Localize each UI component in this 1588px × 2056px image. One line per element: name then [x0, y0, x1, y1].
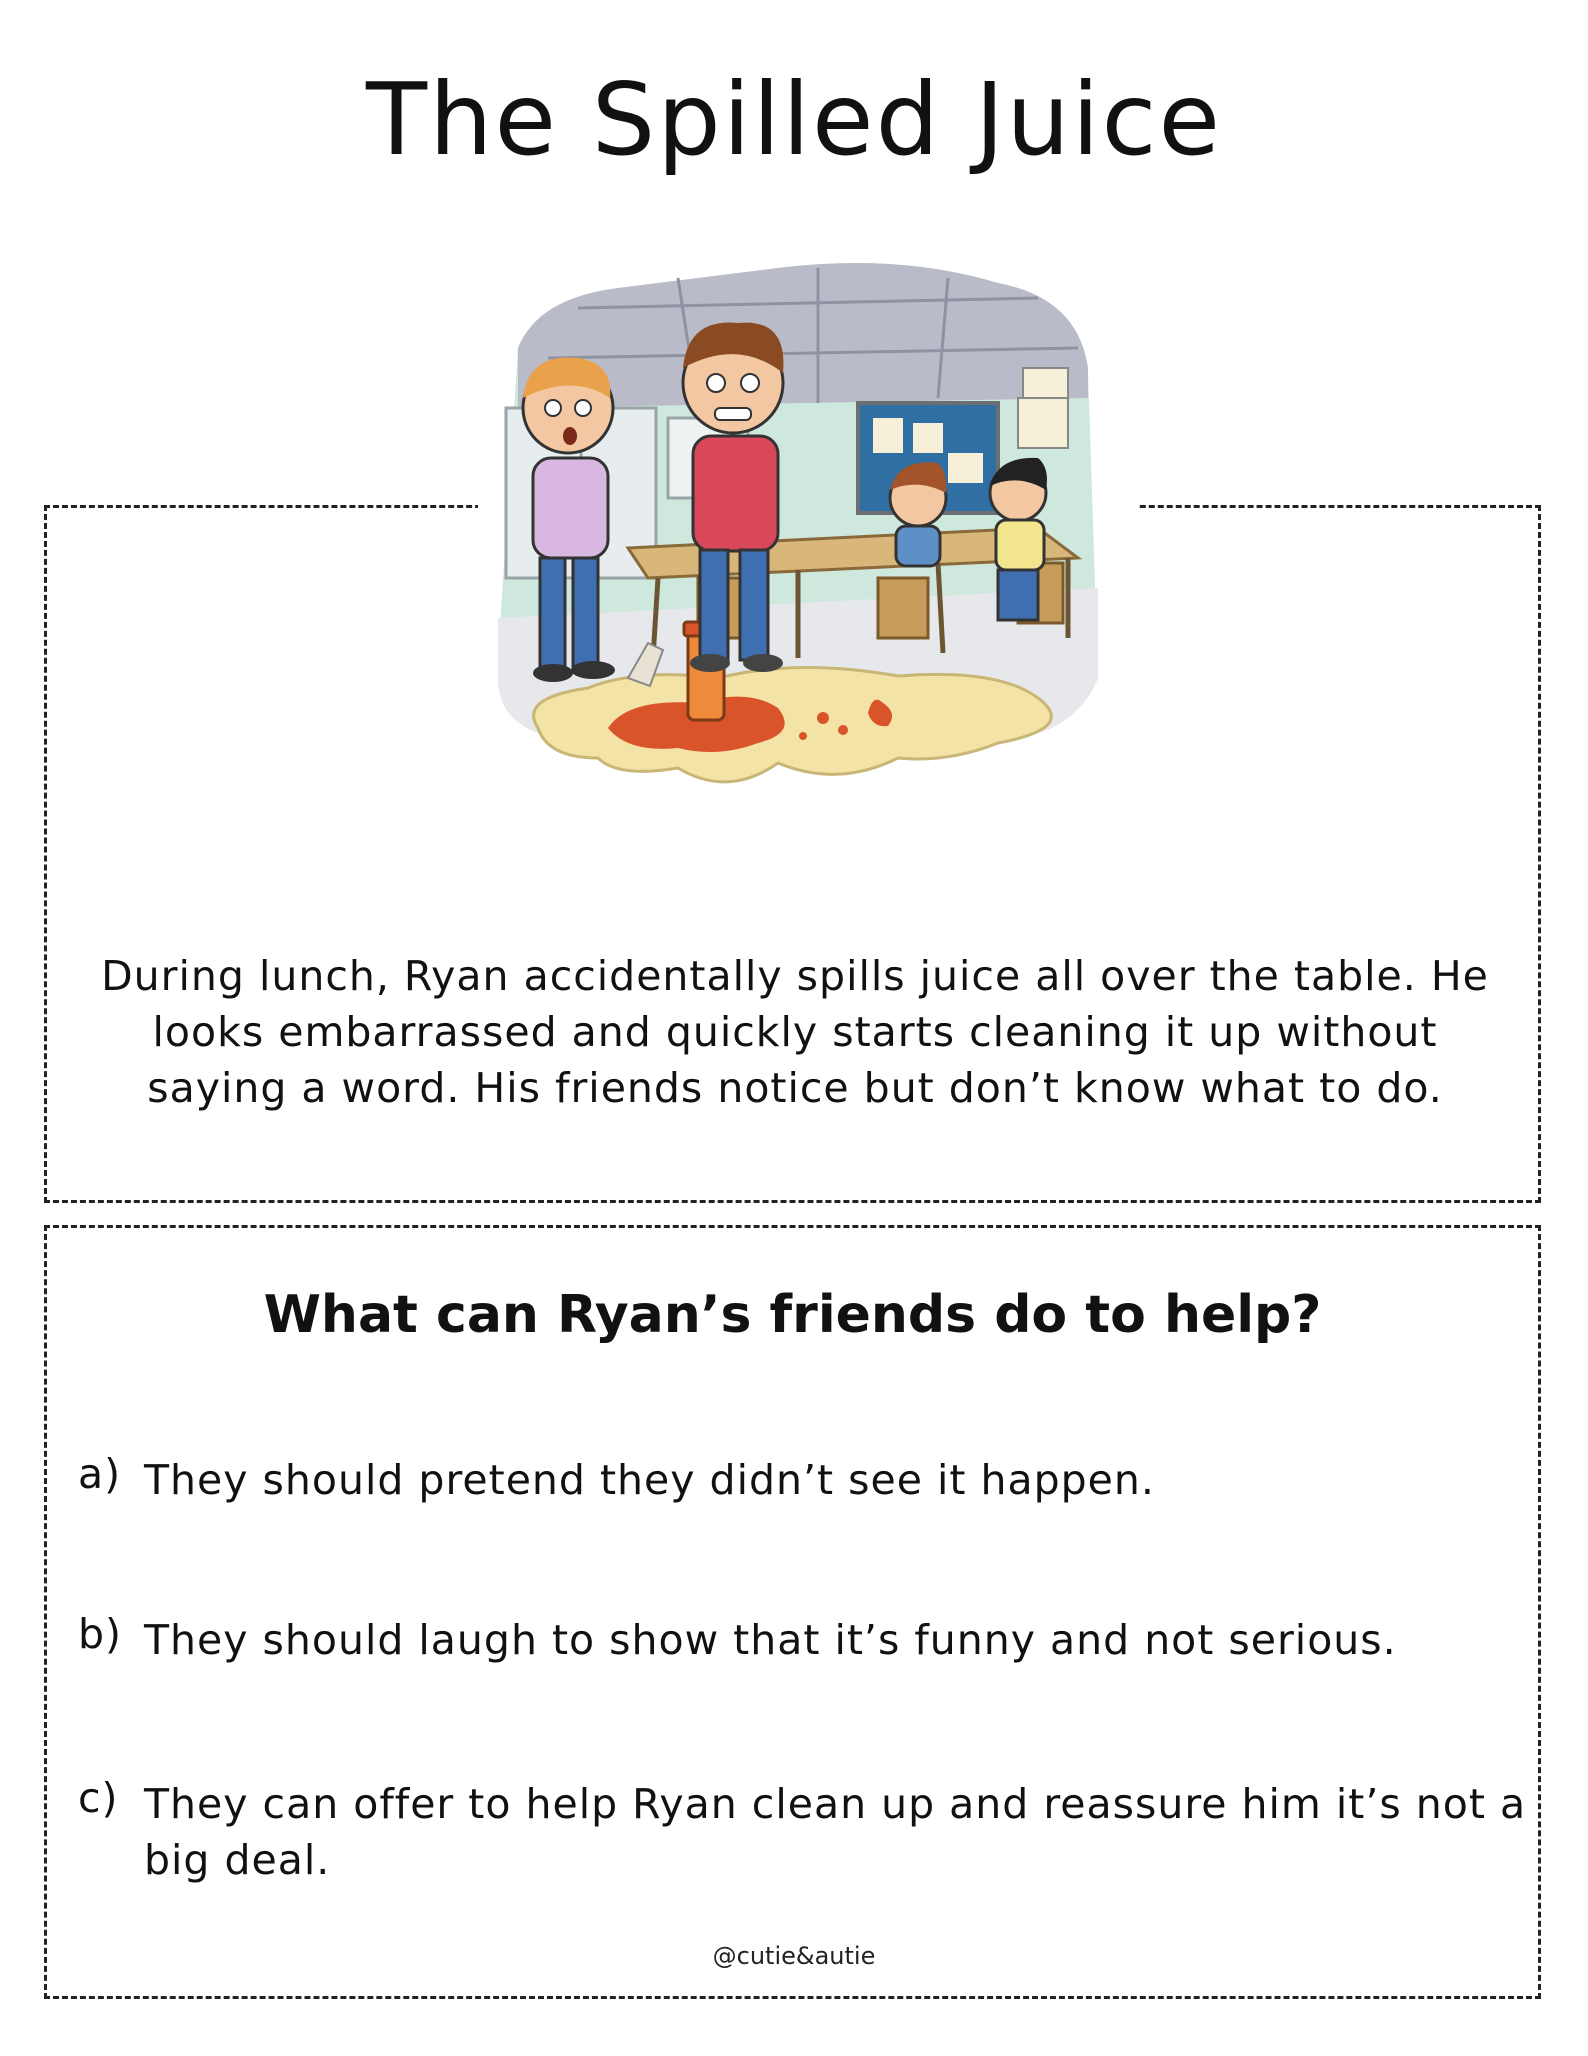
option-b[interactable]: [78, 1612, 1508, 1672]
option-a[interactable]: [78, 1452, 1508, 1512]
option-text: They should laugh to show that it’s funny and not serious.: [144, 1616, 1397, 1664]
question-heading: What can Ryan’s friends do to help?: [263, 1285, 1322, 1345]
option-letter: b): [78, 1610, 123, 1658]
watermark: @cutie&autie: [712, 1942, 876, 1970]
scenario-text: During lunch, Ryan accidentally spills juice all over the table. He looks embarrassed and quickly starts cleaning it up without saying a word. His friends notice but don’t know what to do.: [101, 952, 1489, 1112]
option-text: They can offer to help Ryan clean up and reassure him it’s not a big deal.: [144, 1780, 1527, 1884]
cafeteria-spill-illustration: [478, 258, 1138, 898]
option-letter: a): [78, 1450, 122, 1498]
option-text: They should pretend they didn’t see it happen.: [144, 1456, 1155, 1504]
option-c[interactable]: [78, 1774, 1527, 1896]
option-letter: c): [78, 1774, 119, 1822]
page-title: The Spilled Juice: [365, 61, 1223, 178]
